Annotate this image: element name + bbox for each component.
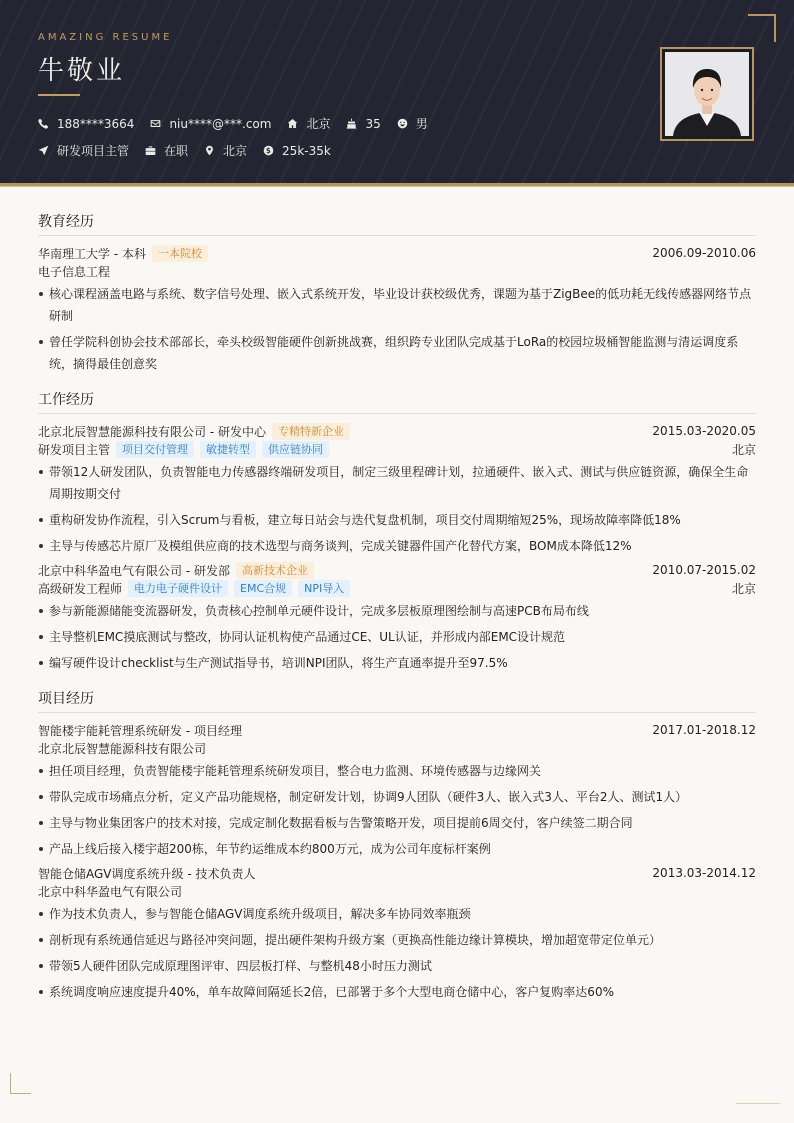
smiley-icon (397, 118, 408, 129)
list-item: 编写硬件设计checklist与生产测试指导书，培训NPI团队，将生产直通率提升至97.5% (38, 652, 756, 674)
list-item: 带队完成市场痛点分析，定义产品功能规格，制定研发计划，协调9人团队（硬件3人、嵌入式3人、平台2人、测试1人） (38, 786, 756, 808)
gender-value: 男 (415, 117, 428, 131)
target-position-item (38, 142, 129, 159)
work-date: 2010.07-2015.02 (652, 563, 756, 577)
list-item: 带领12人研发团队，负责智能电力传感器终端研发项目，制定三级里程碑计划，拉通硬件、嵌入式、测试与供应链资源，确保全生命周期按期交付 (38, 461, 756, 505)
job-intent-row (38, 142, 347, 159)
age-value: 35 (365, 116, 381, 131)
work-entry (38, 422, 756, 557)
target-city-value: 北京 (223, 144, 248, 158)
resume-header (0, 0, 794, 186)
phone-icon (38, 118, 49, 129)
project-bullets (38, 760, 756, 860)
project-name: 智能楼宇能耗管理系统研发 - 项目经理 (38, 723, 242, 738)
project-date: 2013.03-2014.12 (652, 866, 756, 880)
status-item (145, 142, 188, 159)
skill-tag: NPI导入 (298, 580, 350, 597)
home-icon (287, 118, 298, 129)
company-name: 北京中科华盈电气有限公司 - 研发部 (38, 563, 230, 578)
header-divider (0, 186, 794, 187)
resume-body (38, 205, 756, 1017)
portrait-illustration (665, 52, 749, 136)
project-entry (38, 864, 756, 1003)
major: 电子信息工程 (38, 264, 111, 279)
email-value: niu****@***.com (169, 116, 272, 131)
cake-icon (346, 118, 357, 129)
job-role: 研发项目主管 (38, 442, 111, 457)
work-entry (38, 561, 756, 674)
list-item: 核心课程涵盖电路与系统、数字信号处理、嵌入式系统开发，毕业设计获校级优秀，课题为基于ZigBee的低功耗无线传感器网络节点研制 (38, 283, 756, 327)
school-name: 华南理工大学 - 本科 (38, 246, 146, 261)
location-pin-icon (204, 145, 215, 156)
status-value: 在职 (164, 144, 189, 158)
list-item: 作为技术负责人，参与智能仓储AGV调度系统升级项目，解决多车协同效率瓶颈 (38, 903, 756, 925)
company-name: 北京北辰智慧能源科技有限公司 - 研发中心 (38, 424, 266, 439)
list-item: 带领5人硬件团队完成原理图评审、四层板打样、与整机48小时压力测试 (38, 955, 756, 977)
target-position-value: 研发项目主管 (57, 144, 130, 158)
company-tag: 专精特新企业 (272, 423, 350, 440)
list-item: 主导与物业集团客户的技术对接，完成定制化数据看板与告警策略开发，项目提前6周交付，客户续签二期合同 (38, 812, 756, 834)
hometown-item (287, 115, 330, 132)
project-name: 智能仓储AGV调度系统升级 - 技术负责人 (38, 866, 256, 881)
phone-item (38, 117, 134, 131)
list-item: 参与新能源储能变流器研发，负责核心控制单元硬件设计，完成多层板原理图绘制与高速PCB布局布线 (38, 600, 756, 622)
candidate-name: 牛敬业 (38, 56, 126, 86)
resume-tagline: AMAZING RESUME (38, 32, 173, 43)
skill-tag: EMC合规 (234, 580, 292, 597)
projects-section (38, 688, 756, 1003)
hometown-value: 北京 (306, 117, 331, 131)
salary-value: 25k-35k (282, 143, 331, 158)
work-location: 北京 (731, 442, 756, 457)
education-entry (38, 244, 756, 375)
send-icon (38, 145, 49, 156)
section-title-projects: 项目经历 (38, 688, 756, 713)
corner-ornament (748, 14, 776, 42)
mail-icon (150, 118, 161, 129)
list-item: 曾任学院科创协会技术部部长，牵头校级智能硬件创新挑战赛，组织跨专业团队完成基于LoRa的校园垃圾桶智能监测与清运调度系统，摘得最佳创意奖 (38, 331, 756, 375)
school-tag: 一本院校 (152, 245, 208, 262)
project-company: 北京北辰智慧能源科技有限公司 (38, 741, 207, 756)
name-underline (38, 94, 80, 96)
skill-tag: 供应链协同 (262, 441, 329, 458)
work-bullets (38, 600, 756, 674)
corner-ornament-bottom-left (10, 1073, 31, 1094)
money-icon (263, 145, 274, 156)
footer-rule (736, 1103, 780, 1104)
project-entry (38, 721, 756, 860)
education-section (38, 211, 756, 375)
list-item: 担任项目经理，负责智能楼宇能耗管理系统研发项目，整合电力监测、环境传感器与边缘网关 (38, 760, 756, 782)
skill-tag: 敏捷转型 (200, 441, 256, 458)
list-item: 主导与传感芯片原厂及模组供应商的技术选型与商务谈判，完成关键器件国产化替代方案，BOM成本降低12% (38, 535, 756, 557)
company-tag: 高新技术企业 (236, 562, 314, 579)
education-bullets (38, 283, 756, 375)
profile-photo (665, 52, 749, 136)
skill-tag: 项目交付管理 (116, 441, 194, 458)
age-item (346, 117, 380, 131)
list-item: 系统调度响应速度提升40%，单车故障间隔延长2倍，已部署于多个大型电商仓储中心，客户复购率达60% (38, 981, 756, 1003)
list-item: 产品上线后接入楼宇超200栋，年节约运维成本约800万元，成为公司年度标杆案例 (38, 838, 756, 860)
project-date: 2017.01-2018.12 (652, 723, 756, 737)
section-title-work: 工作经历 (38, 389, 756, 414)
work-section (38, 389, 756, 674)
section-title-education: 教育经历 (38, 211, 756, 236)
phone-value: 188****3664 (57, 116, 135, 131)
email-item (150, 117, 271, 131)
profile-photo-frame (660, 47, 754, 141)
job-role: 高级研发工程师 (38, 581, 123, 596)
skill-tag: 电力电子硬件设计 (128, 580, 228, 597)
work-location: 北京 (731, 581, 756, 596)
gender-item (397, 115, 428, 132)
project-bullets (38, 903, 756, 1003)
list-item: 主导整机EMC摸底测试与整改，协同认证机构使产品通过CE、UL认证，并形成内部EMC设计规范 (38, 626, 756, 648)
project-company: 北京中科华盈电气有限公司 (38, 884, 183, 899)
contact-row (38, 115, 444, 132)
list-item: 剖析现有系统通信延迟与路径冲突问题，提出硬件架构升级方案（更换高性能边缘计算模块，增加超宽带定位单元） (38, 929, 756, 951)
education-date: 2006.09-2010.06 (652, 246, 756, 260)
work-date: 2015.03-2020.05 (652, 424, 756, 438)
work-bullets (38, 461, 756, 557)
list-item: 重构研发协作流程，引入Scrum与看板，建立每日站会与迭代复盘机制，项目交付周期缩短25%，现场故障率降低18% (38, 509, 756, 531)
briefcase-icon (145, 145, 156, 156)
salary-item (263, 144, 331, 158)
target-city-item (204, 142, 247, 159)
